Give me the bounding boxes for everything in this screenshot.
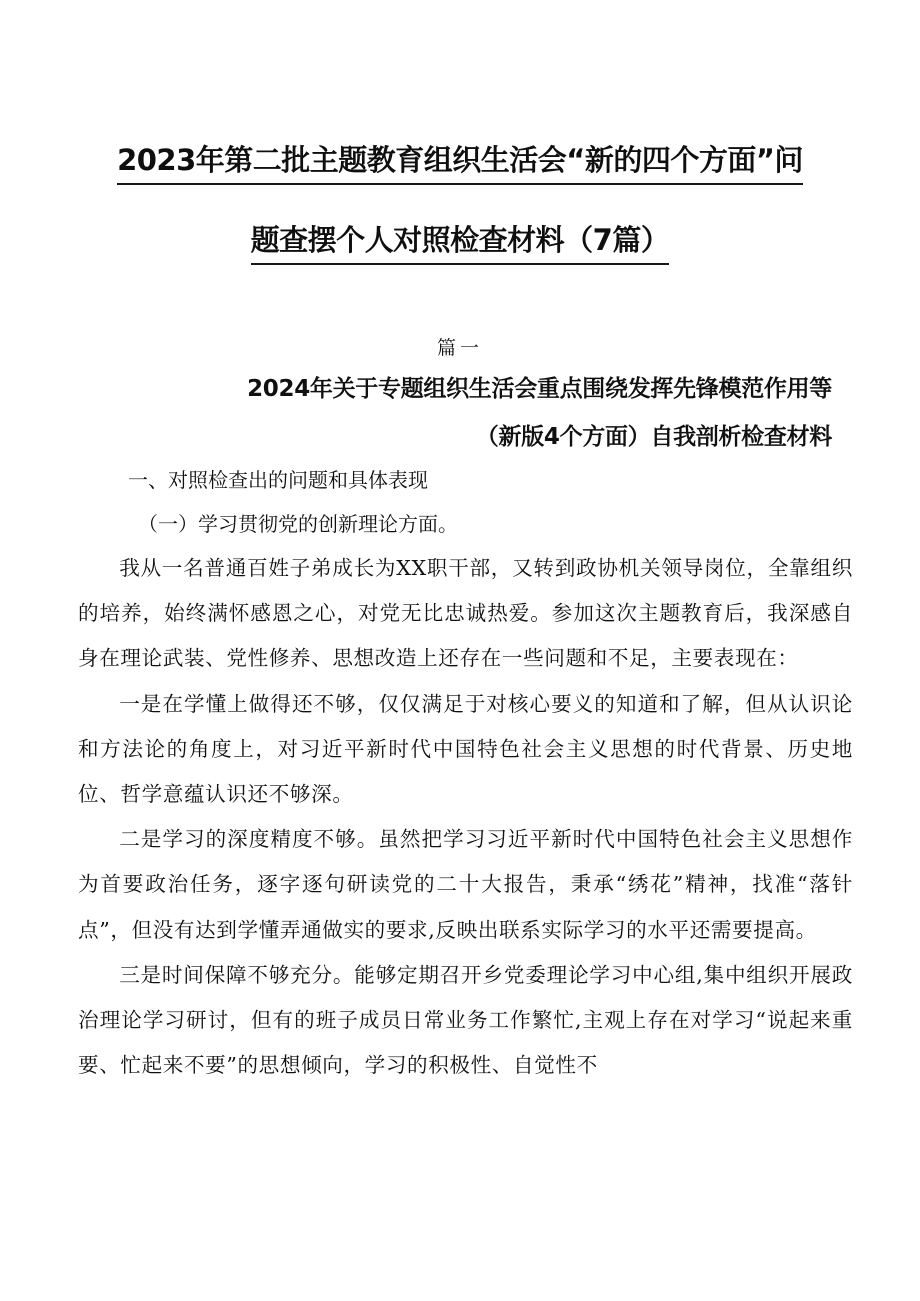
subtitle-line-2: （新版4个方面）自我剖析检查材料 <box>475 424 832 450</box>
paragraph: 一是在学懂上做得还不够，仅仅满足于对核心要义的知道和了解，但从认识论和方法论的角度上，对习近平新时代中国特色社会主义思想的时代背景、历史地位、哲学意蕴认识还不够深。 <box>78 691 853 807</box>
heading-level-1: 一、对照检查出的问题和具体表现 <box>128 468 428 492</box>
paragraph: 我从一名普通百姓子弟成长为XX职干部，又转到政协机关领导岗位，全靠组织的培养，始终满怀感恩之心，对党无比忠诚热爱。参加这次主题教育后，我深感自身在理论武装、党性修养、思想改造上还存在一些问题和不足，主要表现在： <box>78 556 853 671</box>
subtitle-line-1: 2024年关于专题组织生活会重点围绕发挥先锋模范作用等 <box>247 376 832 402</box>
paragraph: 三是时间保障不够充分。能够定期召开乡党委理论学习中心组,集中组织开展政治理论学习研讨，但有的班子成员日常业务工作繁忙,主观上存在对学习“说起来重要、忙起来不要”的思想倾向，学习的积极性、自觉性不 <box>78 962 853 1078</box>
document-title-line-1: 2023年第二批主题教育组织生活会“新的四个方面”问 <box>60 138 860 179</box>
document-title-line-2: 题查摆个人对照检查材料（7篇） <box>60 218 860 259</box>
body-text <box>78 546 853 1088</box>
section-label: 篇一 <box>436 337 483 359</box>
paragraph: 二是学习的深度精度不够。虽然把学习习近平新时代中国特色社会主义思想作为首要政治任务，逐字逐句研读党的二十大报告，秉承“绣花”精神，找准“落针点”，但没有达到学懂弄通做实的要求,反映出联系实际学习的水平还需要提高。 <box>78 827 853 942</box>
heading-level-2: （一）学习贯彻党的创新理论方面。 <box>138 512 458 536</box>
